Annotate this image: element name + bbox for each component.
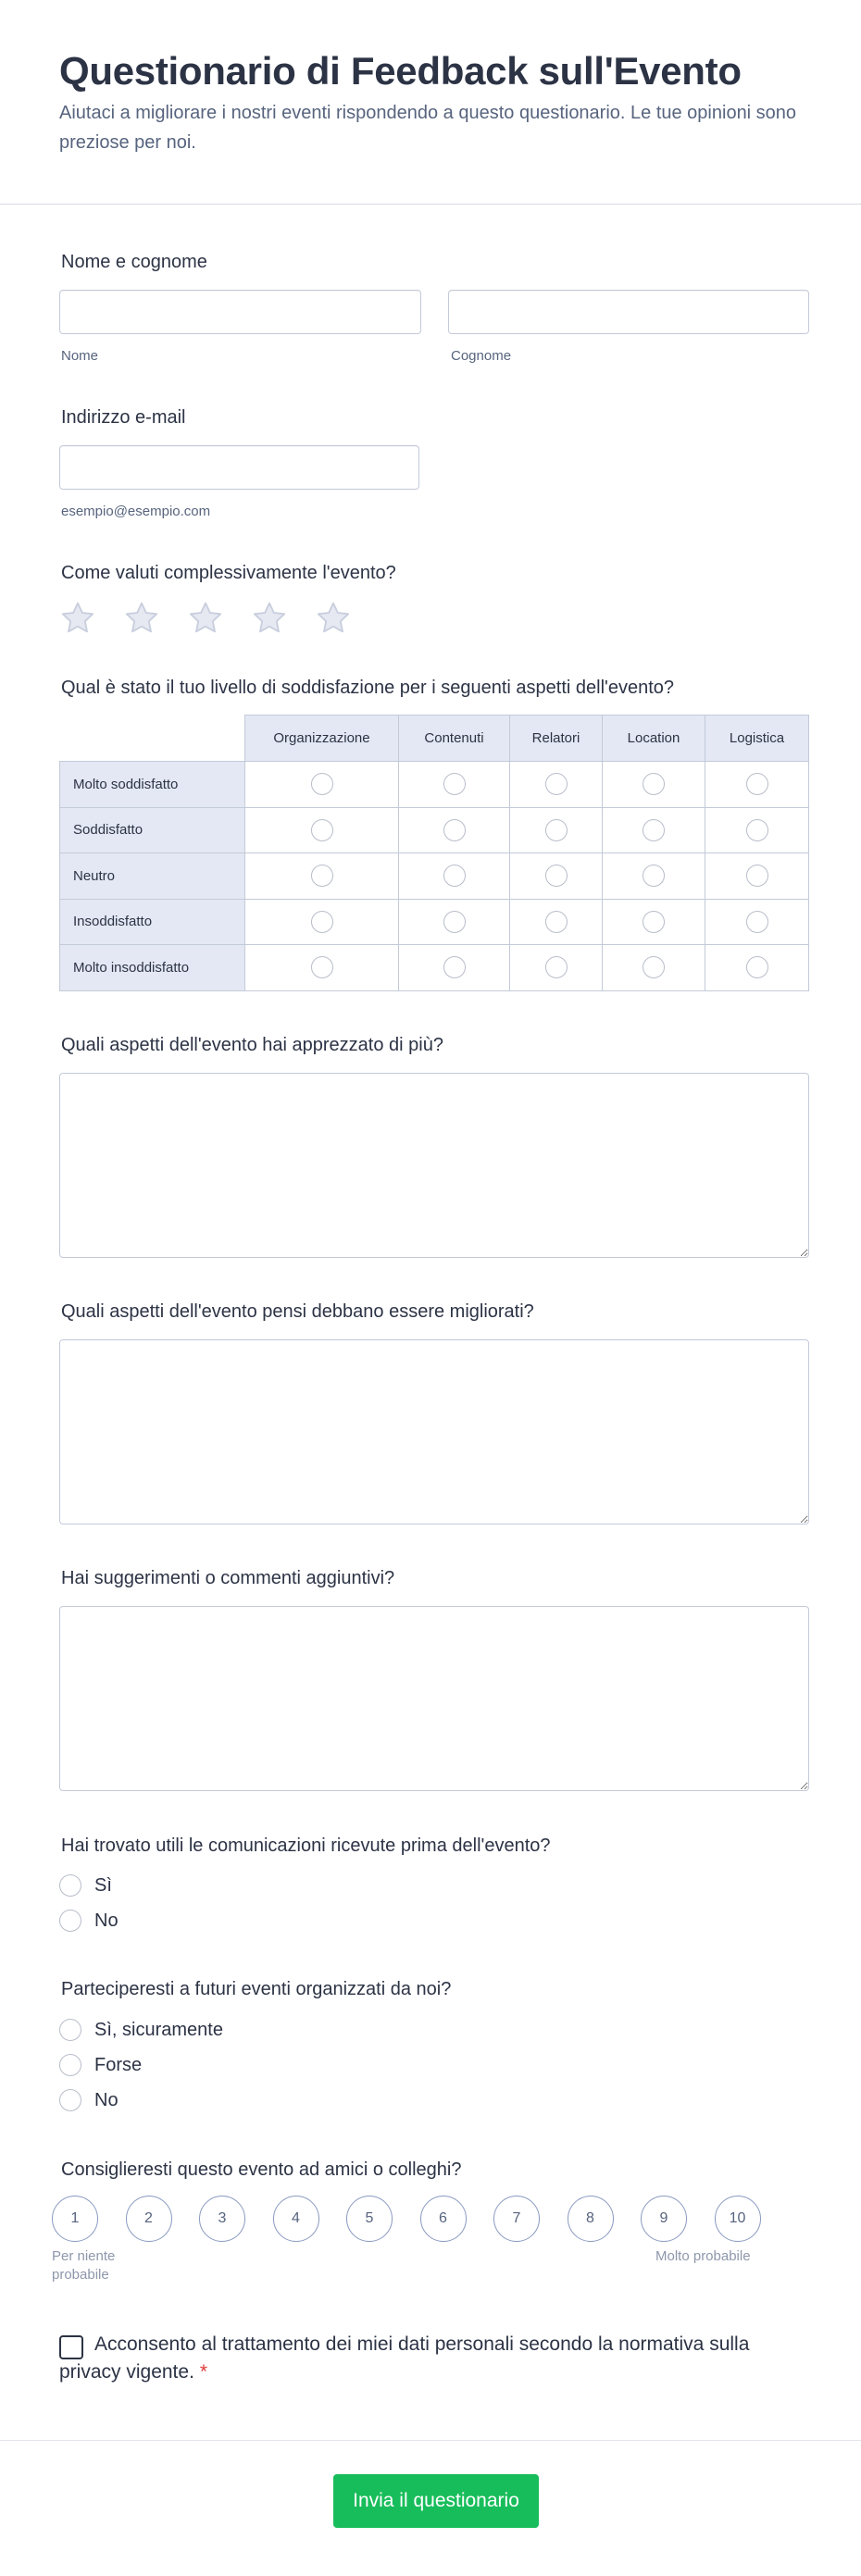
star-icon[interactable] [123, 600, 160, 637]
matrix-cell [510, 762, 603, 808]
consent-text [59, 2331, 763, 2386]
matrix-cell [705, 899, 809, 945]
radio-button[interactable] [59, 2089, 81, 2111]
matrix-cell [603, 899, 705, 945]
matrix-radio[interactable] [545, 956, 568, 978]
matrix-cell [603, 945, 705, 991]
matrix-radio[interactable] [746, 819, 768, 841]
matrix-cell [705, 807, 809, 853]
future-option-forse[interactable] [59, 2047, 142, 2083]
matrix-cell [510, 899, 603, 945]
star-icon[interactable] [315, 600, 352, 637]
name-label: Nome e cognome [61, 252, 207, 272]
matrix-cell [399, 807, 510, 853]
scale-option-4[interactable]: 4 [273, 2196, 319, 2242]
rating-label: Come valuti complessivamente l'evento? [61, 563, 396, 583]
satisfaction-matrix [59, 715, 809, 991]
matrix-radio[interactable] [643, 911, 665, 933]
matrix-radio[interactable] [643, 956, 665, 978]
radio-button[interactable] [59, 1874, 81, 1897]
matrix-radio[interactable] [746, 773, 768, 795]
option-label: No [94, 2089, 119, 2110]
comms-option-si[interactable] [59, 1868, 112, 1903]
future-option-sicuramente[interactable] [59, 2012, 223, 2047]
scale-option-7[interactable]: 7 [493, 2196, 540, 2242]
liked-label: Quali aspetti dell'evento hai apprezzato di più? [61, 1035, 443, 1055]
scale-option-9[interactable]: 9 [641, 2196, 687, 2242]
matrix-radio[interactable] [643, 865, 665, 887]
matrix-row [60, 945, 809, 991]
comms-label: Hai trovato utili le comunicazioni ricevute prima dell'evento? [61, 1836, 551, 1856]
scale-option-2[interactable]: 2 [126, 2196, 172, 2242]
option-label: Forse [94, 2054, 143, 2075]
required-asterisk: * [199, 2361, 208, 2383]
matrix-row-label: Molto soddisfatto [60, 762, 245, 808]
matrix-cell [245, 762, 399, 808]
matrix-radio[interactable] [443, 773, 466, 795]
matrix-corner [60, 716, 245, 762]
consent-label: Acconsento al trattamento dei miei dati personali secondo la normativa sulla privacy vigente. [59, 2333, 750, 2383]
matrix-row-label: Neutro [60, 853, 245, 900]
matrix-row [60, 807, 809, 853]
matrix-radio[interactable] [545, 819, 568, 841]
matrix-radio[interactable] [311, 819, 333, 841]
comments-label: Hai suggerimenti o commenti aggiuntivi? [61, 1568, 395, 1588]
email-sublabel: esempio@esempio.com [61, 504, 211, 519]
matrix-cell [705, 762, 809, 808]
last-name-sublabel: Cognome [451, 348, 512, 364]
star-icon[interactable] [187, 600, 224, 637]
scale-option-10[interactable]: 10 [715, 2196, 761, 2242]
matrix-cell [705, 853, 809, 900]
submit-button[interactable]: Invia il questionario [333, 2474, 539, 2528]
matrix-col-header: Contenuti [399, 716, 510, 762]
first-name-input[interactable] [59, 290, 421, 334]
email-input[interactable] [59, 445, 419, 490]
matrix-radio[interactable] [746, 956, 768, 978]
radio-button[interactable] [59, 1910, 81, 1932]
matrix-radio[interactable] [545, 911, 568, 933]
matrix-cell [510, 945, 603, 991]
matrix-cell [245, 899, 399, 945]
matrix-col-header: Organizzazione [245, 716, 399, 762]
matrix-radio[interactable] [746, 865, 768, 887]
matrix-cell [510, 807, 603, 853]
matrix-cell [705, 945, 809, 991]
matrix-row-label: Insoddisfatto [60, 899, 245, 945]
email-label: Indirizzo e-mail [61, 407, 186, 428]
matrix-cell [399, 899, 510, 945]
matrix-radio[interactable] [311, 956, 333, 978]
matrix-radio[interactable] [443, 865, 466, 887]
improve-label: Quali aspetti dell'evento pensi debbano essere migliorati? [61, 1301, 534, 1322]
matrix-cell [603, 853, 705, 900]
radio-button[interactable] [59, 2019, 81, 2041]
matrix-cell [603, 762, 705, 808]
matrix-col-header: Location [603, 716, 705, 762]
radio-button[interactable] [59, 2054, 81, 2076]
matrix-cell [603, 807, 705, 853]
matrix-radio[interactable] [443, 911, 466, 933]
matrix-cell [510, 853, 603, 900]
form-subtitle: Aiutaci a migliorare i nostri eventi rispondendo a questo questionario. Le tue opinioni sono preziose per noi. [59, 103, 797, 153]
matrix-col-header: Logistica [705, 716, 809, 762]
matrix-label: Qual è stato il tuo livello di soddisfazione per i seguenti aspetti dell'evento? [61, 678, 675, 698]
matrix-radio[interactable] [545, 773, 568, 795]
matrix-row [60, 762, 809, 808]
first-name-sublabel: Nome [61, 348, 99, 364]
matrix-radio[interactable] [643, 819, 665, 841]
option-label: Sì [94, 1874, 112, 1896]
matrix-cell [245, 945, 399, 991]
star-icon[interactable] [251, 600, 288, 637]
matrix-radio[interactable] [443, 956, 466, 978]
matrix-cell [245, 807, 399, 853]
matrix-radio[interactable] [311, 911, 333, 933]
recommend-label: Consiglieresti questo evento ad amici o colleghi? [61, 2159, 462, 2180]
matrix-cell [399, 853, 510, 900]
star-icon[interactable] [59, 600, 96, 637]
matrix-cell [399, 945, 510, 991]
last-name-input[interactable] [448, 290, 809, 334]
matrix-radio[interactable] [443, 819, 466, 841]
option-label: Sì, sicuramente [94, 2019, 223, 2040]
scale-low-label: Per niente probabile [52, 2248, 116, 2283]
liked-textarea[interactable] [59, 1073, 809, 1258]
matrix-cell [399, 762, 510, 808]
matrix-row [60, 899, 809, 945]
matrix-radio[interactable] [746, 911, 768, 933]
scale-high-label: Molto probabile [655, 2248, 751, 2264]
matrix-radio[interactable] [643, 773, 665, 795]
option-label: No [94, 1910, 119, 1931]
comments-textarea[interactable] [59, 1606, 809, 1791]
matrix-radio[interactable] [311, 773, 333, 795]
scale-option-3[interactable]: 3 [199, 2196, 245, 2242]
matrix-row-label: Soddisfatto [60, 807, 245, 853]
future-label: Parteciperesti a futuri eventi organizzati da noi? [61, 1979, 452, 1999]
matrix-radio[interactable] [311, 865, 333, 887]
matrix-row [60, 853, 809, 900]
comms-option-no[interactable] [59, 1903, 119, 1938]
matrix-cell [245, 853, 399, 900]
future-option-no[interactable] [59, 2083, 119, 2118]
matrix-radio[interactable] [545, 865, 568, 887]
scale-option-8[interactable]: 8 [568, 2196, 614, 2242]
scale-option-5[interactable]: 5 [346, 2196, 393, 2242]
matrix-col-header: Relatori [510, 716, 603, 762]
improve-textarea[interactable] [59, 1339, 809, 1524]
form-title: Questionario di Feedback sull'Evento [59, 49, 742, 93]
scale-option-1[interactable]: 1 [52, 2196, 98, 2242]
scale-option-6[interactable]: 6 [420, 2196, 467, 2242]
matrix-row-label: Molto insoddisfatto [60, 945, 245, 991]
form-header [0, 0, 861, 205]
